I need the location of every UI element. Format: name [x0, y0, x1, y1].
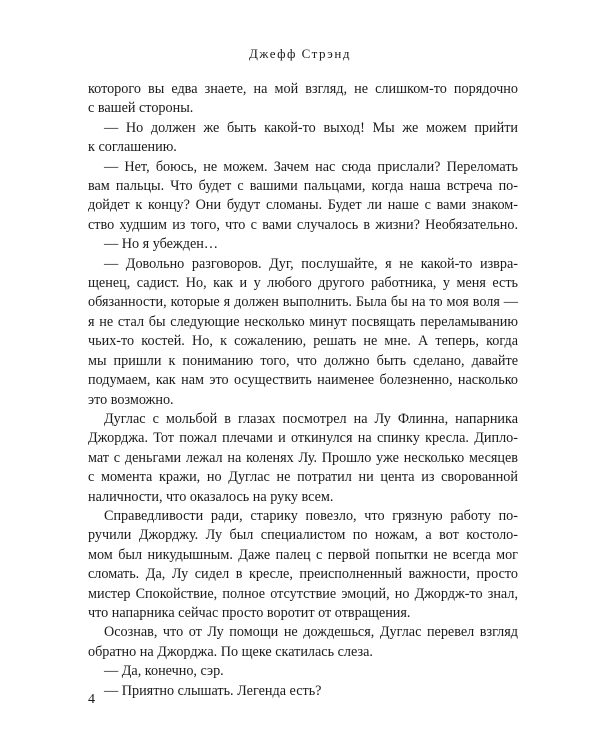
text-line: подумаем, как нам это осуществить наименее болезненно, насколько: [88, 372, 518, 389]
text-line: обратно на Джорджа. По щеке скатилась слеза.: [88, 643, 373, 660]
text-line: мат с деньгами лежал на коленях Лу. Прошло уже несколько месяцев: [88, 449, 518, 466]
running-header: Джефф Стрэнд: [249, 46, 351, 61]
text-line: ручили Джорджу. Лу был специалистом по ножам, а вот костоло-: [88, 527, 518, 544]
text-line: Дуглас с мольбой в глазах посмотрел на Лу Флинна, напарника: [104, 410, 518, 427]
text-line: — Но должен же быть какой-то выход! Мы же можем прийти: [104, 119, 518, 136]
text-line: к соглашению.: [88, 139, 177, 156]
text-line: Справедливости ради, старику повезло, что грязную работу по-: [104, 507, 518, 524]
text-line: наличности, что оказалось на руку всем.: [88, 488, 334, 505]
text-line: это возможно.: [88, 391, 174, 408]
text-line: — Приятно слышать. Легенда есть?: [104, 682, 322, 699]
text-line: с вашей стороны.: [88, 100, 194, 117]
text-line: сломать. Да, Лу сидел в кресле, преисполненный важности, просто: [88, 566, 518, 583]
text-line: мы пришли к пониманию того, что должно быть сделано, давайте: [88, 352, 518, 369]
text-line: чьих-то костей. Но, к сожалению, решать не мне. А теперь, когда: [88, 333, 518, 350]
text-line: мом был никудышным. Даже палец с первой попытки не всегда мог: [88, 546, 518, 563]
text-line: — Нет, боюсь, не можем. Зачем нас сюда прислали? Переломать: [104, 158, 518, 175]
body-text: [88, 80, 518, 701]
text-line: щенец, садист. Но, как и у любого другого работника, у меня есть: [88, 275, 518, 292]
text-line: что напарника сейчас просто воротит от отвращения.: [88, 604, 411, 621]
text-line: — Довольно разговоров. Дуг, послушайте, я не какой-то извра-: [104, 255, 518, 272]
text-line: которого вы едва знаете, на мой взгляд, не слишком-то порядочно: [88, 81, 518, 97]
text-line: дойдет к концу? Они будут сломаны. Будет ли наше с вами знаком-: [88, 197, 518, 214]
text-line: вам пальцы. Что будет с вашими пальцами, когда наша встреча по-: [88, 178, 518, 195]
text-line: с момента кражи, но Дуглас не потратил ни цента из сворованной: [88, 469, 518, 486]
text-line: — Но я убежден…: [104, 236, 219, 253]
text-line: мистер Спокойствие, полное отсутствие эмоций, но Джордж-то знал,: [88, 585, 518, 602]
text-line: обязанности, которые я должен выполнить. Была бы на то моя воля —: [88, 294, 518, 311]
text-line: Осознав, что от Лу помощи не дождешься, Дуглас перевел взгляд: [104, 624, 518, 641]
text-line: Джорджа. Тот пожал плечами и откинулся на спинку кресла. Дипло-: [88, 430, 518, 447]
text-line: ство худшим из того, что с вами случалось в жизни? Необязательно.: [88, 216, 518, 233]
page-number: 4: [88, 692, 95, 707]
text-line: я не стал бы следующие несколько минут посвящать переламыванию: [88, 313, 518, 330]
text-line: — Да, конечно, сэр.: [104, 663, 224, 680]
